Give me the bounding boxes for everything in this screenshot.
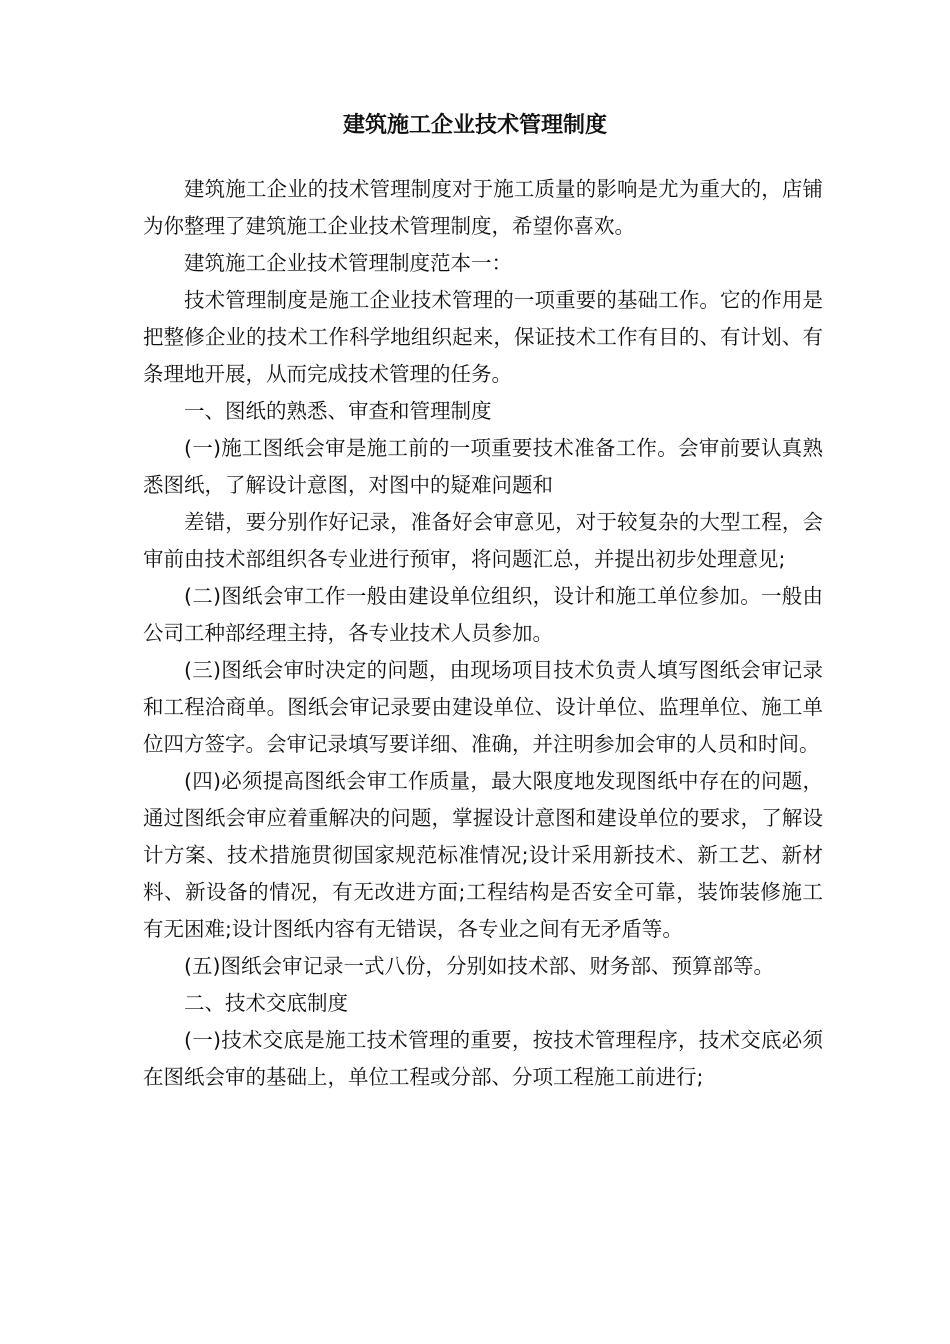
paragraph-drawings-1: (一)施工图纸会审是施工前的一项重要技术准备工作。会审前要认真熟悉图纸，了解设计意图，对图中的疑难问题和 (143, 436, 823, 497)
paragraph-drawings-4: (四)必须提高图纸会审工作质量，最大限度地发现图纸中存在的问题，通过图纸会审应着重解决的问题，掌握设计意图和建设单位的要求，了解设计方案、技术措施贯彻国家规范标准情况;设计采用新技术、新工艺、新材料、新设备的情况，有无改进方面;工程结构是否安全可靠，装饰装修施工有无困难;设计图纸内容有无错误，各专业之间有无矛盾等。 (143, 769, 823, 941)
document-title: 建筑施工企业技术管理制度 (342, 113, 607, 138)
section-heading-drawings: 一、图纸的熟悉、审查和管理制度 (184, 399, 492, 423)
paragraph-drawings-5: (五)图纸会审记录一式八份，分别如技术部、财务部、预算部等。 (184, 954, 774, 978)
paragraph-drawings-1-cont: 差错，要分别作好记录，准备好会审意见，对于较复杂的大型工程，会审前由技术部组织各专业进行预审，将问题汇总，并提出初步处理意见; (143, 510, 823, 571)
paragraph-disclosure-1: (一)技术交底是施工技术管理的重要，按技术管理程序，技术交底必须在图纸会审的基础上，单位工程或分部、分项工程施工前进行; (143, 1028, 823, 1089)
paragraph-drawings-3: (三)图纸会审时决定的问题，由现场项目技术负责人填写图纸会审记录和工程洽商单。图纸会审记录要由建设单位、设计单位、监理单位、施工单位四方签字。会审记录填写要详细、准确，并注明参加会审的人员和时间。 (143, 658, 823, 756)
paragraph-overview: 技术管理制度是施工企业技术管理的一项重要的基础工作。它的作用是把整修企业的技术工作科学地组织起来，保证技术工作有目的、有计划、有条理地开展，从而完成技术管理的任务。 (143, 288, 823, 386)
document-body (143, 171, 823, 1096)
section-heading-disclosure: 二、技术交底制度 (184, 991, 348, 1015)
paragraph-template-heading: 建筑施工企业技术管理制度范本一： (184, 251, 512, 275)
paragraph-intro: 建筑施工企业的技术管理制度对于施工质量的影响是尤为重大的，店铺为你整理了建筑施工企业技术管理制度，希望你喜欢。 (143, 177, 823, 238)
paragraph-drawings-2: (二)图纸会审工作一般由建设单位组织，设计和施工单位参加。一般由公司工种部经理主持，各专业技术人员参加。 (143, 584, 823, 645)
